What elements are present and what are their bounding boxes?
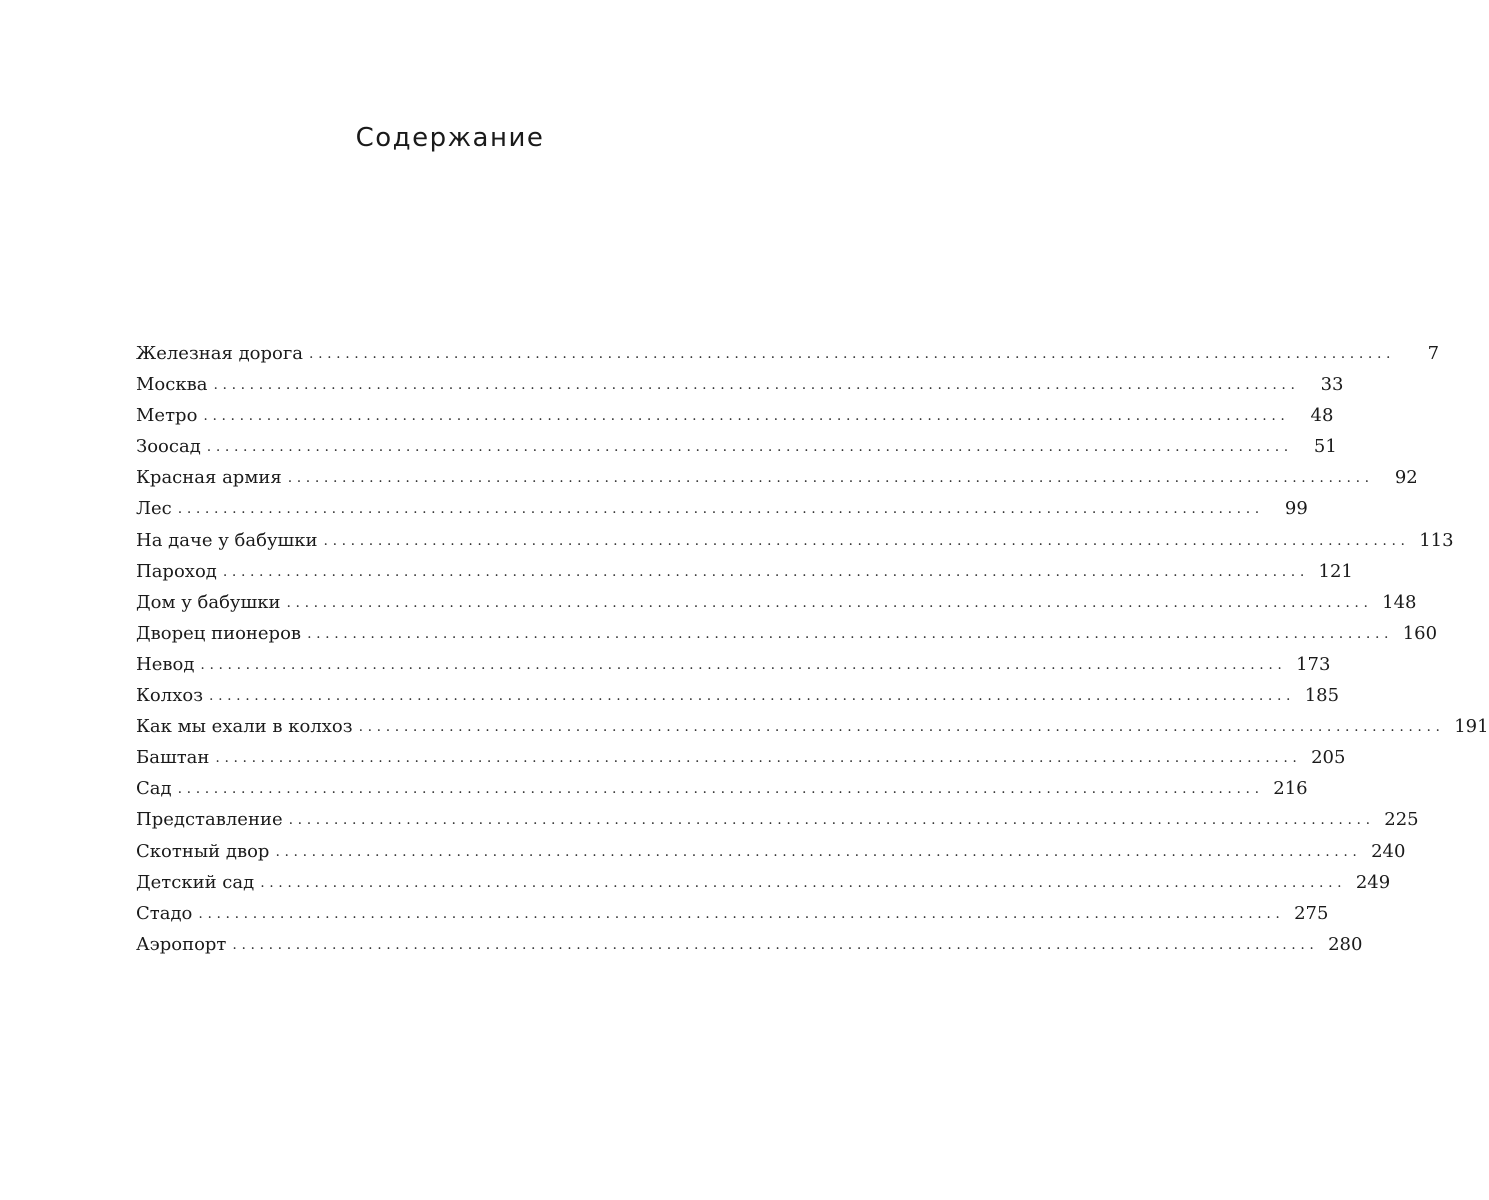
- toc-entry-page: 113: [1419, 529, 1454, 551]
- toc-entry-page: 216: [1273, 778, 1308, 800]
- toc-entry-title: Дворец пионеров: [136, 622, 302, 644]
- toc-entry-title: Железная дорога: [136, 343, 304, 364]
- toc-entry: [136, 618, 1438, 649]
- toc-entry-title: Москва: [136, 374, 208, 396]
- toc-dot-leader: ........................................................................................................................: [323, 532, 1410, 549]
- toc-entry: [136, 525, 1454, 556]
- toc-entry-title: Пароход: [136, 560, 217, 582]
- toc-entry: [136, 836, 1406, 867]
- toc-entry: [136, 649, 1331, 680]
- toc-entry-title: Баштан: [136, 747, 210, 769]
- toc-entry-title: Детский сад: [136, 871, 255, 893]
- toc-entry-title: Как мы ехали в колхоз: [136, 716, 353, 738]
- toc-dot-leader: ........................................................................................................................: [307, 625, 1394, 642]
- toc-entry-title: Аэропорт: [136, 933, 227, 955]
- toc-dot-leader: ........................................................................................................................: [260, 874, 1347, 891]
- toc-entry: [136, 431, 1337, 462]
- toc-dot-leader: ........................................................................................................................: [215, 750, 1302, 767]
- toc-entry-title: Сад: [136, 778, 172, 800]
- toc-entry-page: 92: [1394, 467, 1418, 489]
- toc-entry-page: 205: [1311, 747, 1346, 769]
- toc-dot-leader: ........................................................................................................................: [200, 656, 1287, 673]
- toc-entry-page: 240: [1371, 840, 1406, 862]
- toc-entry: [136, 929, 1363, 960]
- toc-entry: [136, 742, 1346, 773]
- toc-entry-page: 33: [1320, 374, 1344, 396]
- toc-entry: [136, 587, 1417, 618]
- toc-dot-leader: ........................................................................................................................: [287, 470, 1374, 487]
- toc-entry: [136, 338, 1440, 369]
- toc-entry-title: Представление: [136, 809, 283, 831]
- toc-dot-leader: ........................................................................................................................: [177, 781, 1264, 798]
- toc-dot-leader: ........................................................................................................................: [288, 812, 1375, 829]
- toc-dot-leader: ........................................................................................................................: [203, 408, 1290, 425]
- toc-dot-leader: ........................................................................................................................: [275, 843, 1362, 860]
- page-title: Содержание: [355, 123, 545, 154]
- toc-entry: [136, 493, 1308, 524]
- toc-entry: [136, 898, 1329, 929]
- toc-entry-page: 173: [1296, 653, 1331, 675]
- toc-entry: [136, 369, 1344, 400]
- toc-entry-page: 99: [1284, 498, 1308, 520]
- toc-entry-title: Стадо: [136, 902, 193, 924]
- toc-entry-title: Колхоз: [136, 685, 204, 707]
- toc-entry-title: Скотный двор: [136, 840, 270, 862]
- toc-entry-page: 148: [1382, 591, 1417, 613]
- toc-dot-leader: ........................................................................................................................: [206, 439, 1293, 456]
- toc-entry: [136, 462, 1418, 493]
- toc-entry-title: На даче у бабушки: [136, 529, 318, 551]
- toc-dot-leader: ........................................................................................................................: [309, 346, 1396, 362]
- toc-entry: [136, 400, 1334, 431]
- toc-entry-page: 225: [1384, 809, 1419, 831]
- toc-entry: [136, 804, 1419, 835]
- toc-entry-title: Невод: [136, 653, 195, 675]
- toc-entry-page: 275: [1294, 902, 1329, 924]
- toc-entry: [136, 680, 1340, 711]
- toc-entry-page: 51: [1313, 436, 1337, 458]
- toc-entry-title: Красная армия: [136, 467, 282, 489]
- toc-entry: [136, 773, 1308, 804]
- toc-entry: [136, 556, 1353, 587]
- toc-entry-title: Дом у бабушки: [136, 591, 281, 613]
- toc-entry-page: 121: [1318, 560, 1353, 582]
- toc-dot-leader: ........................................................................................................................: [232, 936, 1319, 953]
- toc-entry: [136, 711, 1489, 742]
- toc-entry-title: Метро: [136, 405, 198, 427]
- toc-entry-page: 191: [1454, 716, 1489, 738]
- toc-entry: [136, 867, 1391, 898]
- toc-dot-leader: ........................................................................................................................: [222, 563, 1309, 580]
- toc-entry-page: 185: [1304, 685, 1340, 707]
- toc-dot-leader: ........................................................................................................................: [177, 501, 1264, 518]
- toc-entry-title: Лес: [136, 498, 172, 520]
- table-of-contents: [136, 338, 1489, 960]
- toc-entry-page: 48: [1310, 405, 1334, 427]
- toc-dot-leader: ........................................................................................................................: [358, 719, 1445, 736]
- toc-dot-leader: ........................................................................................................................: [213, 377, 1300, 394]
- toc-dot-leader: ........................................................................................................................: [209, 688, 1296, 705]
- toc-entry-page: 249: [1355, 871, 1391, 893]
- toc-dot-leader: ........................................................................................................................: [286, 594, 1373, 611]
- toc-dot-leader: ........................................................................................................................: [198, 905, 1285, 922]
- toc-entry-page: 280: [1328, 933, 1363, 955]
- toc-entry-page: 160: [1402, 622, 1438, 644]
- toc-entry-page: 7: [1427, 343, 1440, 364]
- toc-entry-title: Зоосад: [136, 436, 201, 458]
